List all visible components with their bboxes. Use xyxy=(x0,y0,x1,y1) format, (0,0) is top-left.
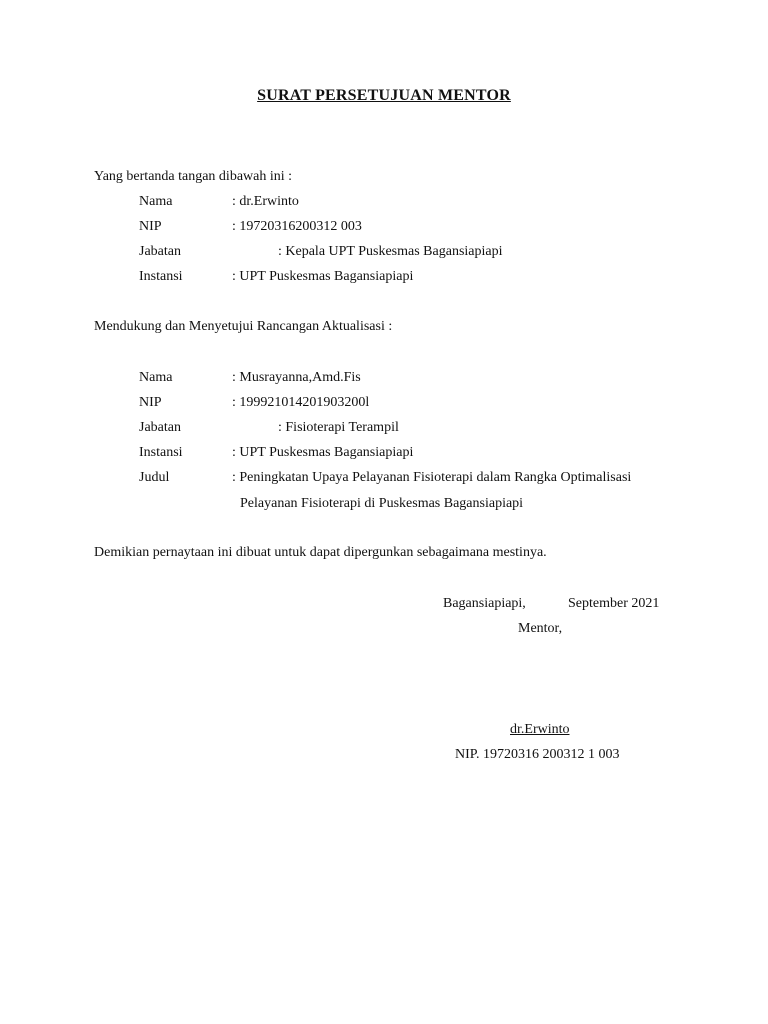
participant-instansi-label: Instansi xyxy=(139,445,183,460)
document-title: SURAT PERSETUJUAN MENTOR xyxy=(257,87,511,104)
mentor-instansi-label: Instansi xyxy=(139,269,183,284)
mentor-nama-value: : dr.Erwinto xyxy=(232,194,299,209)
participant-instansi-value: : UPT Puskesmas Bagansiapiapi xyxy=(232,445,414,460)
signature-nip: NIP. 19720316 200312 1 003 xyxy=(455,747,620,762)
participant-nip-value: : 199921014201903200l xyxy=(232,395,370,410)
participant-jabatan-label: Jabatan xyxy=(139,420,181,435)
participant-nama-value: : Musrayanna,Amd.Fis xyxy=(232,370,361,385)
support-text: Mendukung dan Menyetujui Rancangan Aktualisasi : xyxy=(94,319,393,334)
mentor-nip-label: NIP xyxy=(139,219,162,234)
participant-nama-label: Nama xyxy=(139,370,173,385)
signature-date: September 2021 xyxy=(568,596,660,611)
participant-judul-label: Judul xyxy=(139,470,170,485)
participant-jabatan-value: : Fisioterapi Terampil xyxy=(278,420,399,435)
participant-judul-line1: : Peningkatan Upaya Pelayanan Fisioterapi dalam Rangka Optimalisasi xyxy=(232,470,632,485)
signature-place: Bagansiapiapi, xyxy=(443,596,526,611)
mentor-nama-label: Nama xyxy=(139,194,173,209)
signature-name: dr.Erwinto xyxy=(510,722,570,737)
mentor-instansi-value: : UPT Puskesmas Bagansiapiapi xyxy=(232,269,414,284)
participant-judul-line2: Pelayanan Fisioterapi di Puskesmas Bagansiapiapi xyxy=(240,496,524,511)
mentor-jabatan-label: Jabatan xyxy=(139,244,181,259)
participant-nip-label: NIP xyxy=(139,395,162,410)
signature-role: Mentor, xyxy=(518,621,563,636)
mentor-jabatan-value: : Kepala UPT Puskesmas Bagansiapiapi xyxy=(278,244,503,259)
intro-text: Yang bertanda tangan dibawah ini : xyxy=(94,169,293,184)
closing-text: Demikian pernaytaan ini dibuat untuk dapat dipergunkan sebagaimana mestinya. xyxy=(94,545,547,560)
mentor-nip-value: : 19720316200312 003 xyxy=(232,219,362,234)
